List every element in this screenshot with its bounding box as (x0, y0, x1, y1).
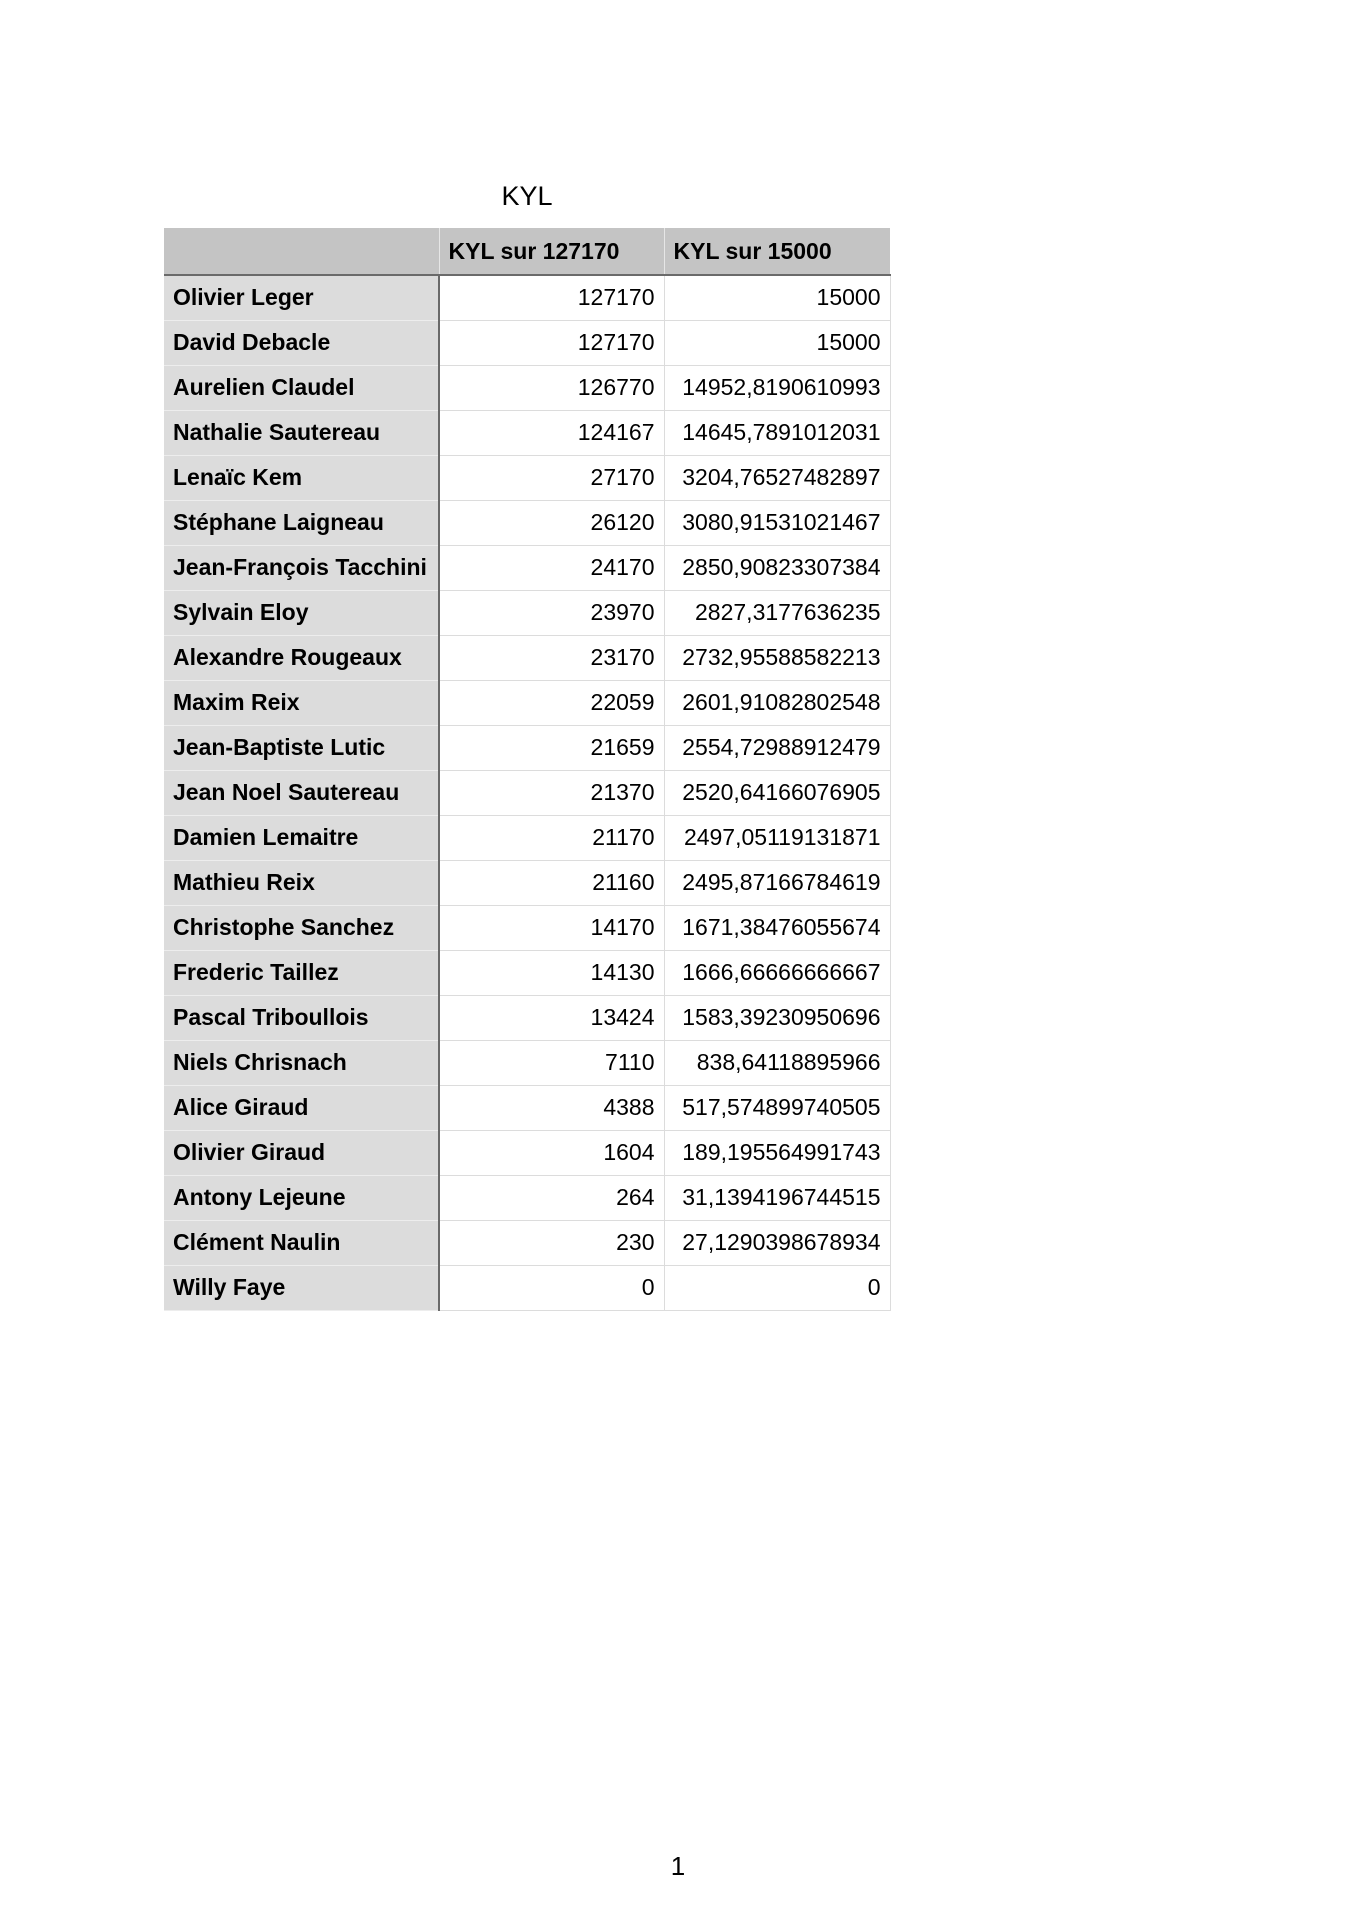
row-name-cell: Christophe Sanchez (164, 905, 439, 950)
kyl-127170-cell: 264 (439, 1175, 664, 1220)
kyl-15000-cell: 2520,64166076905 (664, 770, 890, 815)
kyl-15000-cell: 517,574899740505 (664, 1085, 890, 1130)
kyl-15000-cell: 27,1290398678934 (664, 1220, 890, 1265)
kyl-table (164, 228, 891, 1311)
table-body (164, 275, 890, 1310)
kyl-127170-cell: 21160 (439, 860, 664, 905)
table-row (164, 500, 890, 545)
row-name-cell: Aurelien Claudel (164, 365, 439, 410)
row-name-cell: Olivier Giraud (164, 1130, 439, 1175)
row-name-cell: Jean Noel Sautereau (164, 770, 439, 815)
kyl-127170-cell: 1604 (439, 1130, 664, 1175)
kyl-127170-cell: 127170 (439, 320, 664, 365)
kyl-15000-cell: 3080,91531021467 (664, 500, 890, 545)
kyl-15000-cell: 15000 (664, 275, 890, 320)
table-row (164, 590, 890, 635)
kyl-15000-cell: 1671,38476055674 (664, 905, 890, 950)
row-name-cell: Stéphane Laigneau (164, 500, 439, 545)
kyl-15000-cell: 838,64118895966 (664, 1040, 890, 1085)
table-row (164, 635, 890, 680)
kyl-127170-cell: 23170 (439, 635, 664, 680)
row-name-cell: Niels Chrisnach (164, 1040, 439, 1085)
kyl-127170-cell: 24170 (439, 545, 664, 590)
row-name-cell: Nathalie Sautereau (164, 410, 439, 455)
kyl-127170-cell: 23970 (439, 590, 664, 635)
kyl-127170-cell: 21170 (439, 815, 664, 860)
table-row (164, 950, 890, 995)
kyl-15000-cell: 0 (664, 1265, 890, 1310)
kyl-127170-cell: 26120 (439, 500, 664, 545)
kyl-15000-cell: 2601,91082802548 (664, 680, 890, 725)
table-row (164, 1175, 890, 1220)
kyl-127170-cell: 22059 (439, 680, 664, 725)
table-row (164, 680, 890, 725)
table-row (164, 320, 890, 365)
kyl-15000-cell: 2827,3177636235 (664, 590, 890, 635)
row-name-cell: Alexandre Rougeaux (164, 635, 439, 680)
header-cell-corner (164, 228, 439, 275)
kyl-15000-cell: 2732,95588582213 (664, 635, 890, 680)
table-row (164, 1085, 890, 1130)
row-name-cell: Pascal Triboullois (164, 995, 439, 1040)
row-name-cell: Sylvain Eloy (164, 590, 439, 635)
row-name-cell: Maxim Reix (164, 680, 439, 725)
table-row (164, 1130, 890, 1175)
table-row (164, 365, 890, 410)
row-name-cell: Jean-Baptiste Lutic (164, 725, 439, 770)
kyl-127170-cell: 126770 (439, 365, 664, 410)
table-row (164, 905, 890, 950)
kyl-15000-cell: 14645,7891012031 (664, 410, 890, 455)
row-name-cell: Alice Giraud (164, 1085, 439, 1130)
kyl-127170-cell: 7110 (439, 1040, 664, 1085)
kyl-15000-cell: 2850,90823307384 (664, 545, 890, 590)
kyl-15000-cell: 2497,05119131871 (664, 815, 890, 860)
kyl-127170-cell: 0 (439, 1265, 664, 1310)
table-row (164, 545, 890, 590)
table-row (164, 1265, 890, 1310)
kyl-127170-cell: 21370 (439, 770, 664, 815)
kyl-127170-cell: 4388 (439, 1085, 664, 1130)
row-name-cell: Mathieu Reix (164, 860, 439, 905)
kyl-15000-cell: 1583,39230950696 (664, 995, 890, 1040)
table-row (164, 770, 890, 815)
kyl-15000-cell: 3204,76527482897 (664, 455, 890, 500)
row-name-cell: Willy Faye (164, 1265, 439, 1310)
row-name-cell: Lenaïc Kem (164, 455, 439, 500)
row-name-cell: Olivier Leger (164, 275, 439, 320)
kyl-15000-cell: 2495,87166784619 (664, 860, 890, 905)
row-name-cell: Antony Lejeune (164, 1175, 439, 1220)
table-row (164, 1040, 890, 1085)
kyl-127170-cell: 14130 (439, 950, 664, 995)
header-row (164, 228, 890, 275)
kyl-15000-cell: 31,1394196744515 (664, 1175, 890, 1220)
kyl-127170-cell: 124167 (439, 410, 664, 455)
kyl-15000-cell: 15000 (664, 320, 890, 365)
table-row (164, 410, 890, 455)
page-number: 1 (670, 1851, 686, 1881)
table-row (164, 860, 890, 905)
table-row (164, 815, 890, 860)
header-cell-kyl-127170: KYL sur 127170 (439, 228, 664, 275)
kyl-127170-cell: 14170 (439, 905, 664, 950)
table-row (164, 1220, 890, 1265)
table-row (164, 275, 890, 320)
kyl-15000-cell: 1666,66666666667 (664, 950, 890, 995)
kyl-127170-cell: 21659 (439, 725, 664, 770)
kyl-127170-cell: 127170 (439, 275, 664, 320)
row-name-cell: Clément Naulin (164, 1220, 439, 1265)
kyl-127170-cell: 13424 (439, 995, 664, 1040)
header-cell-kyl-15000: KYL sur 15000 (664, 228, 890, 275)
row-name-cell: Damien Lemaitre (164, 815, 439, 860)
kyl-15000-cell: 14952,8190610993 (664, 365, 890, 410)
kyl-15000-cell: 189,195564991743 (664, 1130, 890, 1175)
sheet-title: KYL (501, 181, 553, 211)
row-name-cell: David Debacle (164, 320, 439, 365)
table-row (164, 995, 890, 1040)
table-row (164, 725, 890, 770)
kyl-127170-cell: 27170 (439, 455, 664, 500)
row-name-cell: Jean-François Tacchini (164, 545, 439, 590)
kyl-127170-cell: 230 (439, 1220, 664, 1265)
kyl-15000-cell: 2554,72988912479 (664, 725, 890, 770)
row-name-cell: Frederic Taillez (164, 950, 439, 995)
table-row (164, 455, 890, 500)
